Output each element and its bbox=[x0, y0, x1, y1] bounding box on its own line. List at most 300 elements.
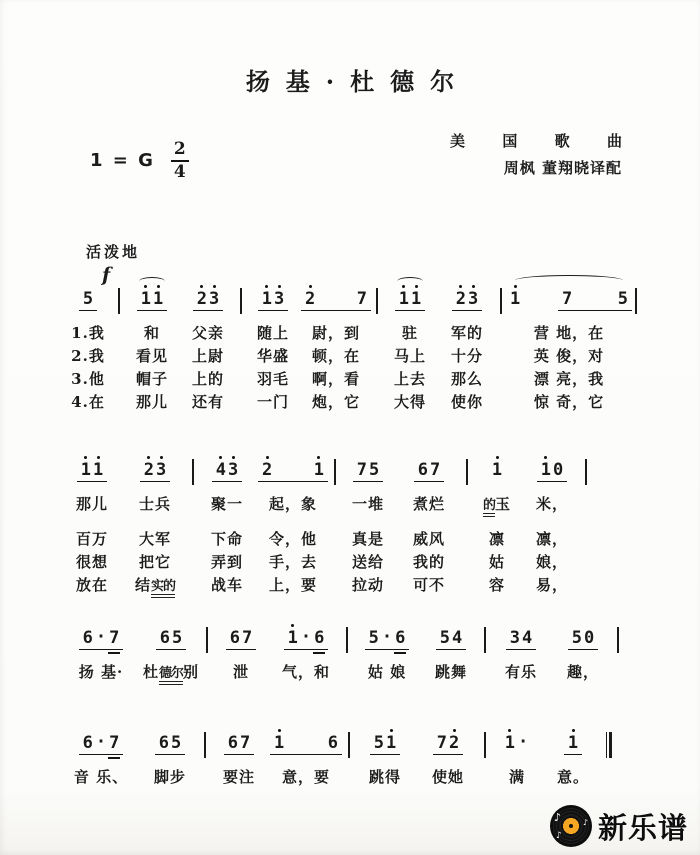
note-digit: 1 bbox=[313, 460, 324, 480]
meter-numerator: 2 bbox=[171, 140, 189, 162]
note-group bbox=[301, 289, 371, 311]
note-digit: 5 bbox=[369, 460, 380, 480]
lyric-row bbox=[62, 552, 648, 572]
lyric-spacer bbox=[236, 392, 246, 412]
lyric-cell: 十分 bbox=[450, 347, 483, 365]
lyric-row bbox=[62, 575, 648, 597]
lyric-cell: 顿，在 bbox=[311, 347, 360, 365]
lyric-spacer bbox=[602, 767, 616, 787]
music-note-icon: ♪ bbox=[553, 811, 562, 824]
lyric-cell: 姑 娘 bbox=[367, 663, 407, 681]
lyric-spacer bbox=[188, 552, 198, 572]
lyric-spacer bbox=[496, 323, 506, 343]
music-system bbox=[62, 264, 648, 412]
note-cell bbox=[416, 733, 480, 755]
note-digit: 1 bbox=[153, 289, 164, 309]
barline bbox=[202, 627, 212, 650]
note-cell bbox=[354, 733, 416, 755]
note-group bbox=[224, 733, 255, 755]
dot-mark: · bbox=[381, 627, 393, 647]
credit-char: 国 bbox=[502, 132, 518, 150]
note-digit: 1 bbox=[411, 289, 422, 309]
lyric-cell: 漂 亮，我 bbox=[533, 370, 605, 388]
lyric-spacer bbox=[114, 346, 124, 366]
lyric-cell: 使她 bbox=[431, 768, 464, 786]
barline bbox=[582, 459, 590, 482]
lyric-cell: 随上 bbox=[256, 324, 289, 342]
credits bbox=[450, 128, 622, 182]
barline bbox=[632, 288, 640, 311]
key-and-meter bbox=[90, 140, 189, 181]
lyric-spacer bbox=[330, 494, 340, 516]
lyric-cell: 手，去 bbox=[268, 553, 317, 571]
barline bbox=[462, 459, 472, 482]
lyric-row bbox=[62, 529, 648, 549]
lyric-cell: 上去 bbox=[393, 370, 426, 388]
lyric-spacer bbox=[330, 529, 340, 549]
note-digit: 7 bbox=[356, 460, 367, 480]
note-group bbox=[353, 460, 384, 482]
note-digit: 6 bbox=[314, 628, 325, 648]
note-digit: 1 bbox=[287, 628, 298, 648]
note-cell bbox=[62, 733, 140, 755]
lyric-cell: 米， bbox=[535, 495, 568, 513]
note-digit: 6 bbox=[82, 628, 93, 648]
lyric-cell: 华盛 bbox=[256, 347, 289, 365]
dynamic-marking: f bbox=[102, 264, 111, 286]
lyric-spacer bbox=[114, 392, 124, 412]
lyric-spacer bbox=[236, 369, 246, 389]
lyric-cell: 大得 bbox=[393, 393, 426, 411]
note-cell bbox=[382, 289, 438, 311]
note-group bbox=[258, 460, 328, 482]
vinyl-record-icon bbox=[550, 805, 592, 847]
lyric-cell: 跳舞 bbox=[434, 663, 467, 681]
note-cell bbox=[256, 460, 330, 482]
barline bbox=[480, 732, 490, 755]
note-digit: 2 bbox=[305, 289, 316, 309]
note-digit: 3 bbox=[274, 289, 285, 309]
note-cell bbox=[340, 460, 396, 482]
note-cell bbox=[422, 628, 480, 650]
music-system bbox=[62, 439, 648, 597]
note-digit: 6 bbox=[327, 733, 338, 753]
lyric-cell: 惊 奇，它 bbox=[533, 393, 605, 411]
note-digit: 1 bbox=[80, 460, 91, 480]
note-cell bbox=[300, 289, 372, 311]
credit-translators: 周枫 董翔晓译配 bbox=[503, 159, 622, 177]
lyric-spacer bbox=[582, 529, 590, 549]
note-group bbox=[77, 460, 108, 482]
note-digit: 4 bbox=[215, 460, 226, 480]
lyric-row bbox=[62, 369, 648, 389]
lyric-cell: 音 乐、 bbox=[73, 768, 129, 786]
lyric-spacer bbox=[496, 369, 506, 389]
lyric-cell: 驻 bbox=[401, 324, 418, 342]
lyric-spacer bbox=[236, 323, 246, 343]
note-digit: 6 bbox=[395, 628, 406, 648]
note-digit: 1 bbox=[510, 289, 521, 309]
meter-fraction bbox=[171, 140, 189, 181]
lyric-cell: 凛 bbox=[488, 530, 505, 548]
note-digit: 2 bbox=[455, 289, 466, 309]
dot-mark: · bbox=[95, 732, 107, 752]
note-group bbox=[137, 289, 168, 311]
lyric-cell: 我的 bbox=[412, 553, 445, 571]
note-group bbox=[436, 628, 467, 650]
lyric-cell: 还有 bbox=[191, 393, 224, 411]
note-digit: 2 bbox=[262, 460, 273, 480]
note-cell bbox=[62, 460, 122, 482]
note-digit: 1 bbox=[504, 733, 515, 753]
note-cell bbox=[198, 460, 256, 482]
lyric-cell: 威风 bbox=[412, 530, 445, 548]
lyric-spacer bbox=[582, 494, 590, 516]
note-digit: 2 bbox=[143, 460, 154, 480]
note-group bbox=[501, 733, 534, 755]
note-digit: 5 bbox=[171, 733, 182, 753]
lyric-cell: 尉，到 bbox=[311, 324, 360, 342]
note-group bbox=[506, 628, 537, 650]
note-group bbox=[284, 628, 329, 650]
lyric-cell: 那儿 bbox=[135, 393, 168, 411]
lyric-spacer bbox=[200, 767, 210, 787]
watermark-logo bbox=[550, 805, 688, 847]
lyric-cell: 1.我 bbox=[71, 324, 105, 342]
lyric-cell: 容 bbox=[488, 576, 505, 594]
lyric-cell: 弄到 bbox=[210, 553, 243, 571]
note-digit: 7 bbox=[240, 733, 251, 753]
lyric-cell: 送给 bbox=[351, 553, 384, 571]
note-cell bbox=[210, 733, 268, 755]
note-digit: 2 bbox=[196, 289, 207, 309]
lyric-cell: 战车 bbox=[210, 576, 243, 594]
note-digit: 7 bbox=[562, 289, 573, 309]
note-group bbox=[558, 289, 632, 311]
lyric-cell: 百万 bbox=[75, 530, 108, 548]
note-cell bbox=[122, 460, 188, 482]
lyric-cell: 令，他 bbox=[268, 530, 317, 548]
lyric-cell: 啊，看 bbox=[311, 370, 360, 388]
lyric-cell: 看见 bbox=[135, 347, 168, 365]
lyric-cell: 可不 bbox=[412, 576, 445, 594]
lyric-spacer bbox=[372, 323, 382, 343]
lyric-row bbox=[62, 767, 648, 787]
lyric-cell: 上的 bbox=[191, 370, 224, 388]
note-cell bbox=[246, 289, 300, 311]
note-digit: 1 bbox=[540, 460, 551, 480]
final-barline bbox=[602, 732, 616, 755]
note-cell bbox=[124, 289, 180, 311]
note-group bbox=[370, 733, 401, 755]
note-cell bbox=[544, 733, 602, 755]
lyric-cell: 下命 bbox=[210, 530, 243, 548]
note-cell bbox=[438, 289, 496, 311]
note-group bbox=[365, 628, 410, 650]
note-digit: 3 bbox=[156, 460, 167, 480]
note-digit: 1 bbox=[567, 733, 579, 753]
lyric-cell: 军的 bbox=[450, 324, 483, 342]
barline bbox=[372, 288, 382, 311]
note-digit: 6 bbox=[159, 628, 170, 648]
note-digit: 7 bbox=[430, 460, 441, 480]
lyric-cell: 大军 bbox=[138, 530, 171, 548]
note-digit: 3 bbox=[509, 628, 520, 648]
note-group bbox=[258, 289, 289, 311]
lyric-cell: 真是 bbox=[351, 530, 384, 548]
note-digit: 0 bbox=[584, 628, 595, 648]
meter-denominator: 4 bbox=[173, 161, 186, 182]
note-digit: 5 bbox=[368, 628, 379, 648]
note-digit: 5 bbox=[82, 289, 94, 309]
note-digit: 1 bbox=[93, 460, 104, 480]
lyric-cell: 脚步 bbox=[153, 768, 186, 786]
barline bbox=[236, 288, 246, 311]
music-system bbox=[62, 712, 648, 787]
lyric-cell: 放在 bbox=[75, 576, 108, 594]
note-group bbox=[79, 628, 124, 650]
lyric-cell: 聚一 bbox=[210, 495, 243, 513]
notation-row bbox=[62, 712, 648, 755]
lyric-spacer bbox=[632, 346, 640, 366]
note-group bbox=[537, 460, 568, 482]
lyric-cell: 跳得 bbox=[368, 768, 401, 786]
lyric-cell: 帽子 bbox=[135, 370, 168, 388]
lyric-cell: 英 俊，对 bbox=[533, 347, 605, 365]
lyric-spacer bbox=[344, 767, 354, 787]
note-digit: 5 bbox=[439, 628, 450, 648]
note-cell bbox=[270, 628, 342, 650]
key-signature: 1 = G bbox=[90, 150, 155, 172]
note-digit: 7 bbox=[242, 628, 253, 648]
notation-row bbox=[62, 439, 648, 482]
lyric-cell: 意。 bbox=[556, 768, 589, 786]
note-digit: 0 bbox=[553, 460, 564, 480]
lyric-cell: 使你 bbox=[450, 393, 483, 411]
note-digit: 6 bbox=[229, 628, 240, 648]
lyric-cell: 3.他 bbox=[71, 370, 105, 388]
note-cell bbox=[396, 460, 462, 482]
lyric-row bbox=[62, 323, 648, 343]
lyric-spacer bbox=[496, 346, 506, 366]
lyric-row bbox=[62, 662, 648, 684]
lyric-cell: 父亲 bbox=[191, 324, 224, 342]
credit-char: 曲 bbox=[606, 132, 622, 150]
lyric-cell: 把它 bbox=[138, 553, 171, 571]
lyric-cell: 结实的 bbox=[122, 575, 188, 597]
lyric-cell: 杜德尔别 bbox=[140, 662, 202, 684]
lyric-cell: 那儿 bbox=[75, 495, 108, 513]
lyric-spacer bbox=[372, 369, 382, 389]
music-systems bbox=[62, 264, 648, 787]
note-digit: 6 bbox=[417, 460, 428, 480]
barline bbox=[496, 288, 506, 311]
note-cell bbox=[352, 628, 422, 650]
note-group bbox=[212, 460, 243, 482]
note-group bbox=[395, 289, 426, 311]
lyric-spacer bbox=[330, 575, 340, 597]
note-cell bbox=[552, 628, 614, 650]
lyric-cell: 马上 bbox=[393, 347, 426, 365]
note-group bbox=[506, 289, 524, 311]
note-cell bbox=[506, 289, 632, 311]
watermark-text: 新乐谱 bbox=[597, 810, 688, 845]
notation-row bbox=[62, 268, 648, 311]
lyric-spacer bbox=[480, 662, 490, 684]
lyric-spacer bbox=[462, 529, 472, 549]
lyric-spacer bbox=[632, 323, 640, 343]
lyric-cell: 起，象 bbox=[268, 495, 317, 513]
note-digit: 6 bbox=[158, 733, 169, 753]
note-group bbox=[79, 289, 97, 311]
music-system bbox=[62, 607, 648, 684]
lyric-cell: 上，要 bbox=[268, 576, 317, 594]
note-group bbox=[226, 628, 257, 650]
note-cell bbox=[62, 628, 140, 650]
lyric-row bbox=[62, 392, 648, 412]
song-title: 扬基·杜德尔 bbox=[245, 67, 471, 96]
lyric-cell: 有乐 bbox=[504, 663, 537, 681]
note-digit: 5 bbox=[571, 628, 582, 648]
lyric-spacer bbox=[202, 662, 212, 684]
barline bbox=[344, 732, 354, 755]
lyric-cell: 泄 bbox=[232, 663, 249, 681]
note-cell bbox=[522, 460, 582, 482]
note-digit: 1 bbox=[386, 733, 397, 753]
barline bbox=[342, 627, 352, 650]
lyric-cell: 的玉 bbox=[472, 494, 522, 516]
lyric-spacer bbox=[372, 392, 382, 412]
note-digit: 6 bbox=[227, 733, 238, 753]
note-cell bbox=[180, 289, 236, 311]
note-group bbox=[140, 460, 171, 482]
lyric-cell: 炮，它 bbox=[311, 393, 360, 411]
note-digit: 5 bbox=[373, 733, 384, 753]
note-group bbox=[564, 733, 582, 755]
lyric-cell: 很想 bbox=[75, 553, 108, 571]
barline bbox=[200, 732, 210, 755]
lyric-row bbox=[62, 346, 648, 366]
lyric-spacer bbox=[342, 662, 352, 684]
music-note-icon: ♪ bbox=[555, 831, 562, 841]
lyric-spacer bbox=[614, 662, 622, 684]
note-cell bbox=[268, 733, 344, 755]
note-group bbox=[155, 733, 186, 755]
note-digit: 7 bbox=[109, 628, 120, 648]
credit-origin bbox=[450, 128, 622, 155]
dot-mark: · bbox=[95, 627, 107, 647]
note-digit: 5 bbox=[617, 289, 628, 309]
note-digit: 5 bbox=[172, 628, 183, 648]
lyric-cell: 扬 基· bbox=[78, 663, 124, 681]
note-digit: 2 bbox=[449, 733, 460, 753]
lyric-cell: 意，要 bbox=[281, 768, 330, 786]
barline bbox=[614, 627, 622, 650]
note-digit: 3 bbox=[228, 460, 239, 480]
lyric-spacer bbox=[462, 494, 472, 516]
lyric-cell: 气，和 bbox=[281, 663, 330, 681]
lyric-spacer bbox=[188, 529, 198, 549]
note-cell bbox=[62, 289, 114, 311]
lyric-cell: 士兵 bbox=[138, 495, 171, 513]
note-digit: 4 bbox=[452, 628, 463, 648]
lyric-cell: 娘， bbox=[535, 553, 568, 571]
barline bbox=[480, 627, 490, 650]
note-digit: 7 bbox=[356, 289, 367, 309]
lyric-cell: 凛， bbox=[535, 530, 568, 548]
lyric-spacer bbox=[462, 552, 472, 572]
notation-row bbox=[62, 607, 648, 650]
barline bbox=[114, 288, 124, 311]
dot-mark: · bbox=[300, 627, 312, 647]
note-group bbox=[488, 460, 506, 482]
note-digit: 3 bbox=[209, 289, 220, 309]
lyric-cell: 趣， bbox=[566, 663, 599, 681]
note-digit: 4 bbox=[522, 628, 533, 648]
note-group bbox=[433, 733, 464, 755]
lyric-spacer bbox=[582, 575, 590, 597]
lyric-cell: 姑 bbox=[488, 553, 505, 571]
note-digit: 1 bbox=[261, 289, 272, 309]
note-digit: 1 bbox=[274, 733, 285, 753]
music-note-icon: ♪ bbox=[582, 818, 588, 827]
lyric-cell: 拉动 bbox=[351, 576, 384, 594]
lyric-cell: 那么 bbox=[450, 370, 483, 388]
note-digit: 1 bbox=[491, 460, 503, 480]
lyric-cell: 营 地，在 bbox=[533, 324, 605, 342]
lyric-cell: 要注 bbox=[222, 768, 255, 786]
note-cell bbox=[212, 628, 270, 650]
lyric-row bbox=[62, 494, 648, 516]
lyric-cell: 4.在 bbox=[71, 393, 105, 411]
note-group bbox=[193, 289, 224, 311]
lyric-spacer bbox=[114, 323, 124, 343]
lyric-spacer bbox=[372, 346, 382, 366]
note-digit: 1 bbox=[398, 289, 409, 309]
credit-char: 歌 bbox=[554, 132, 570, 150]
lyric-spacer bbox=[496, 392, 506, 412]
lyric-spacer bbox=[462, 575, 472, 597]
lyric-spacer bbox=[480, 767, 490, 787]
tempo-marking: 活泼地 bbox=[86, 243, 141, 261]
note-digit: 1 bbox=[140, 289, 151, 309]
note-digit: 3 bbox=[468, 289, 479, 309]
lyric-cell: 煮烂 bbox=[412, 495, 445, 513]
lyric-cell: 上尉 bbox=[191, 347, 224, 365]
barline bbox=[188, 459, 198, 482]
lyric-cell: 2.我 bbox=[71, 347, 105, 365]
lyric-cell: 和 bbox=[143, 324, 160, 342]
lyric-spacer bbox=[330, 552, 340, 572]
note-digit: 7 bbox=[436, 733, 447, 753]
lyric-spacer bbox=[188, 494, 198, 516]
lyric-cell: 满 bbox=[508, 768, 525, 786]
note-cell bbox=[490, 733, 544, 755]
lyric-cell: 羽毛 bbox=[256, 370, 289, 388]
note-group bbox=[156, 628, 187, 650]
lyric-cell: 一门 bbox=[256, 393, 289, 411]
dot-mark: · bbox=[518, 732, 529, 752]
note-group bbox=[270, 733, 342, 755]
lyric-spacer bbox=[114, 369, 124, 389]
lyric-spacer bbox=[188, 575, 198, 597]
note-group bbox=[79, 733, 124, 755]
lyric-cell: 一堆 bbox=[351, 495, 384, 513]
note-group bbox=[568, 628, 599, 650]
note-digit: 6 bbox=[82, 733, 93, 753]
lyric-spacer bbox=[632, 392, 640, 412]
note-digit: 7 bbox=[109, 733, 120, 753]
